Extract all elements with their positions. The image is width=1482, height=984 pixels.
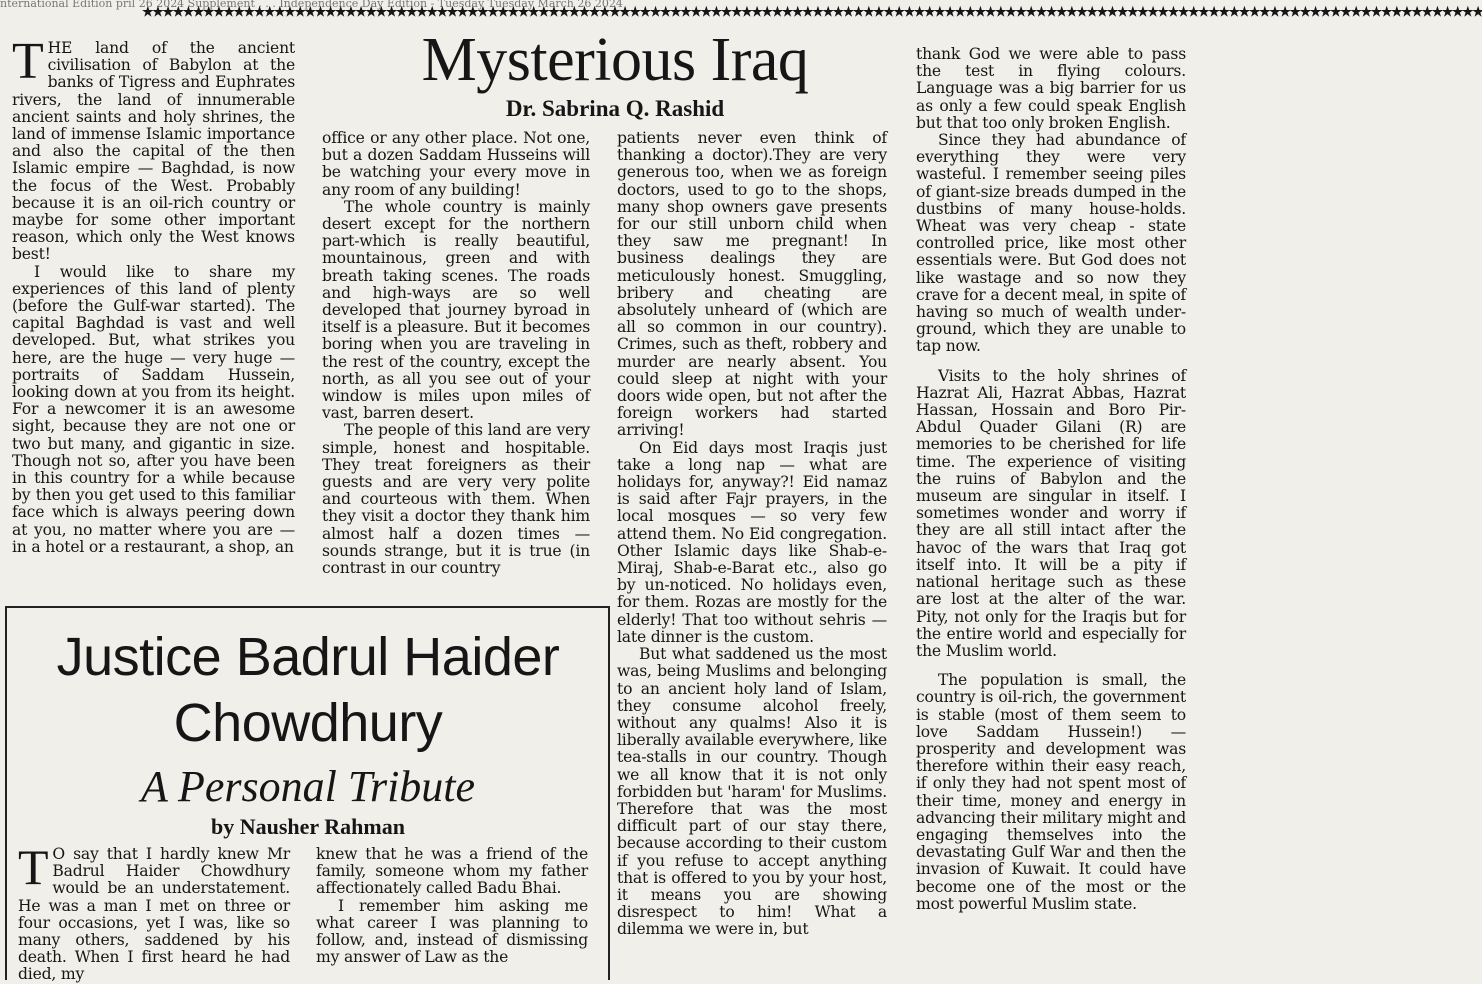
- paragraph: thank God we were able to pass the test in flying colours. Language was a big barrier for us as only a few could speak English but that too only broken English.: [916, 45, 1186, 132]
- article-byline: Dr. Sabrina Q. Rashid: [505, 96, 725, 121]
- paragraph: The people of this land are very simple, honest and hospitable. They treat foreigners as their guests and are very very polite and courteous with them. When they visit a doctor they thank him almost half a dozen times — sounds strange, but it is true (in contrast in our country: [322, 421, 590, 578]
- paragraph: On Eid days most Iraqis just take a long nap — what are holidays for, anyway?! Eid namaz is said after Fajr prayers, in the local mosques — so very few attend them. No Eid congregation. Other Islamic days like Shab-e-Miraj, Shab-e-Barat etc., also go by un-noticed. No holidays even, for them. Rozas are mostly for the elderly! That too without sehris — late dinner is the custom.: [617, 438, 887, 646]
- star-divider: ★★★★★★★★★★★★★★★★★★★★★★★★★★★★★★★★★★★★★★★★★★★★★★★★★★★★★★★★★★★★★★★★★★★★★★★★★★★★★★★★★★★★★★★★★★★★★★★★★★★★★★★★★★★★★★★★★★★★★★★★★★★★★★★★★★★★: [142, 5, 1482, 20]
- article1-column-3: [617, 130, 887, 980]
- article-headline-mysterious-iraq: Mysterious Iraq: [421, 26, 809, 94]
- tribute-box-left-rule: [5, 606, 7, 980]
- paragraph: The whole country is mainly desert except for the northern part-which is really beautiful, mountainous, green and with breath taking scenes. The roads and high-ways are so well developed that journey byroad in itself is a pleasure. But it becomes boring when you are traveling in the rest of the country, except the north, as all you see out of your window is miles upon miles of vast, barren desert.: [322, 197, 590, 423]
- paragraph: The population is small, the country is oil-rich, the government is stable (most of them seem to love Saddam Hussein!) — prosperity and development was therefore within their easy reach, if only they had not spent most of their time, money and energy in advancing their military might and engaging themselves into the devastating Gulf War and then the invasion of Kuwait. It could have become one of the most or the most powerful Muslim state.: [916, 671, 1186, 913]
- paragraph: patients never even think of thanking a doctor).They are very generous too, when we as foreign doctors, used to go to the shops, many shop owners gave presents for our still unborn child when they saw me pregnant! In business dealings they are meticulously honest. Smuggling, bribery and cheating are absolutely unheard of (which are all so common in our country). Crimes, such as theft, robbery and murder are nearly absent. You could sleep at night with your doors wide open, but not after the foreign workers had started arriving!: [617, 129, 887, 440]
- article2-column-1: [18, 839, 290, 984]
- tribute-byline: by Nausher Rahman: [211, 814, 405, 839]
- article1-column-1: [12, 33, 295, 606]
- paragraph: HE land of the ancient civilisation of Babylon at the banks of Tigress and Euphrates rivers, the land of innumerable ancient saints and holy shrines, the land of immense Islamic importance and also the capital of the then Islamic empire — Baghdad, is now the focus of the West. Probably because it is an oil-rich country or maybe for some other important reason, which only the West knows best!: [12, 39, 295, 264]
- article1-column-2: [322, 130, 590, 608]
- tribute-subtitle: A Personal Tribute: [140, 762, 476, 811]
- tribute-headline-line-2: Chowdhury: [173, 693, 443, 753]
- article1-column-4: [916, 46, 1186, 980]
- tribute-box-top-rule: [5, 606, 610, 608]
- paragraph: I would like to share my experiences of this land of plenty (before the Gulf-war started). The capital Baghdad is vast and well developed. But, what strikes you here, are the huge — very huge — portraits of Saddam Hussein, looking down at you from its height. For a newcomer it is an awesome sight, because they are not one or two but many, and gigantic in size. Though not so, after you have been in this country for a while because by then you get used to this familiar face which is always peering down at you, no matter where you are — in a hotel or a restaurant, a shop, an: [12, 262, 295, 556]
- paragraph: office or any other place. Not one, but a dozen Saddam Husseins will be watching your every move in any room of any building!: [322, 129, 590, 199]
- tribute-headline-line-1: Justice Badrul Haider: [56, 627, 560, 687]
- drop-cap: T: [12, 33, 44, 90]
- top-page-strip: nternational Edition pril 26 2024 Supplement . . . Independence Day Edition - Tuesday Tuesday March 26 2024: [0, 0, 623, 10]
- tribute-box-right-rule: [608, 606, 610, 980]
- paragraph: knew that he was a friend of the family, someone whom my father affectionately called Badu Bhai.: [316, 845, 588, 898]
- paragraph: O say that I hardly knew Mr Badrul Haider Chowdhury would be an understatement. He was a man I met on three or four occasions, yet I was, like so many others, saddened by his death. When I first heard he had died, my: [18, 845, 290, 984]
- paragraph: Visits to the holy shrines of Hazrat Ali, Hazrat Abbas, Hazrat Hassan, Hossain and Boro Pir-Abdul Quader Gilani (R) are memories to be cherished for life time. The experience of visiting the ruins of Babylon and the museum are singular in itself. I sometimes wonder and worry if they are all still intact after the havoc of the wars that Iraq got itself into. It will be a pity if national heritage such as these are lost at the alter of the war. Pity, not only for the Iraqis but for the entire world and especially for the Muslim world.: [916, 366, 1186, 660]
- paragraph: But what saddened us the most was, being Muslims and belonging to an ancient holy land of Islam, they consume alcohol freely, without any qualms! Also it is liberally available everywhere, like tea-stalls in our country. Though we all know that it is not only forbidden but 'haram' for Muslims. Therefore that was the most difficult part of our stay there, because according to their custom if you refuse to accept anything that is offered to you by your host, it means you are showing disrespect to him! What a dilemma we were in, but: [617, 645, 887, 939]
- article2-column-2: [316, 846, 588, 980]
- paragraph: I remember him asking me what career I was planning to follow, and, instead of dismissing my answer of Law as the: [316, 896, 588, 967]
- tribute-headline: [10, 627, 606, 753]
- paragraph: Since they had abundance of everything they were very wasteful. I remember seeing piles of giant-size breads dumped in the dustbins of many house-holds. Wheat was very cheap - state controlled price, like most other essentials were. But God does not like wastage and so now they crave for a decent meal, in spite of having so much of wealth under-ground, which they are unable to tap now.: [916, 131, 1186, 356]
- drop-cap: T: [18, 839, 49, 895]
